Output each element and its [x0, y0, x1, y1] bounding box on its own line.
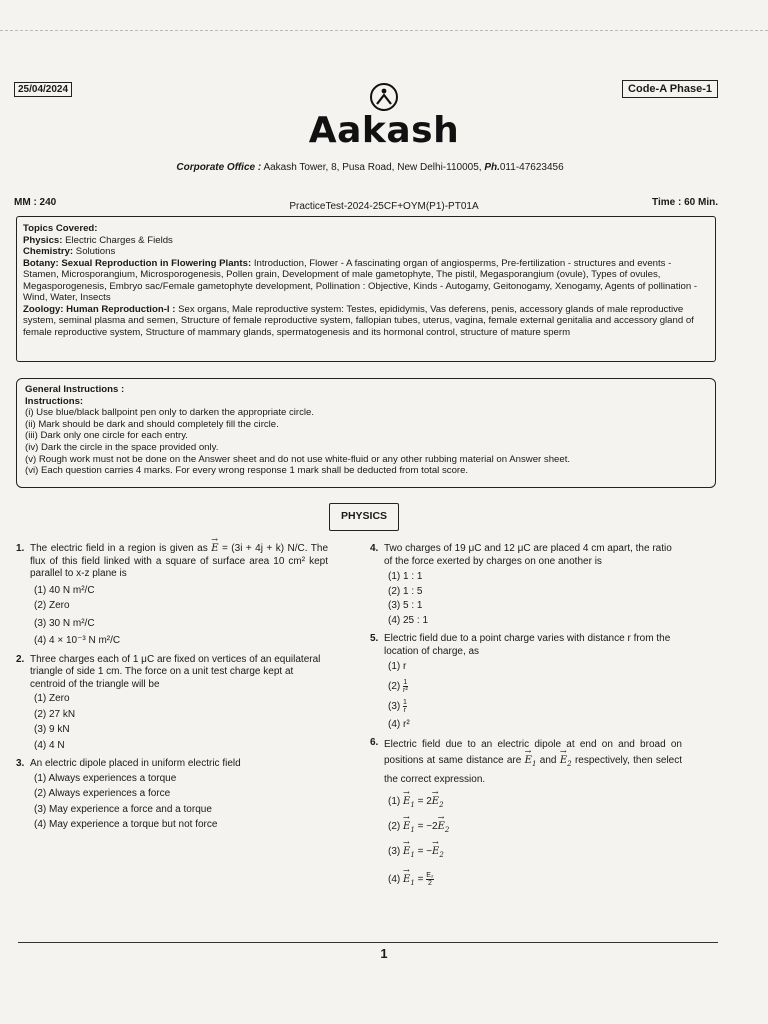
zoology-label: Zoology: Human Reproduction-I : — [23, 303, 176, 315]
field-vector-e: → E — [211, 543, 218, 556]
phone-label: Ph. — [484, 162, 500, 173]
brand-logo — [0, 82, 768, 151]
phone-number: 011-47623456 — [499, 162, 564, 173]
instructions-title: General Instructions : — [25, 384, 125, 395]
option-3[interactable]: $(3) \to E_1$ = −→ $E_2$ — [384, 846, 682, 862]
option-4[interactable]: (4) r² — [388, 718, 410, 730]
question-text: Two charges of 19 μC and 12 μC are placed 4 cm apart, the ratio of the force exerted by charges on one another is — [384, 543, 672, 567]
chemistry-topics: Solutions — [75, 246, 116, 257]
option-2[interactable]: (2) Zero — [34, 600, 70, 611]
option-4[interactable]: $(4) \to E_1$ = $\frac{\text{E₂}}{2}$ — [384, 872, 682, 890]
topics-box — [16, 216, 716, 362]
option-2[interactable]: (2) Always experiences a force — [34, 788, 171, 799]
question-2 — [16, 654, 328, 753]
option-4[interactable]: (4) May experience a torque but not force — [34, 819, 218, 830]
option-3[interactable]: (3) 30 N m²/C — [34, 617, 95, 629]
botany-label: Botany: Sexual Reproduction in Flowering Plants: — [23, 257, 252, 269]
vector-e2: → $E_2$ — [560, 753, 572, 772]
instructions-subtitle: Instructions: — [25, 395, 84, 407]
question-number: 4. — [370, 543, 379, 554]
question-6 — [370, 737, 682, 889]
instruction-item: (iv) Dark the circle in the space provided only. — [25, 441, 219, 453]
instructions-box — [16, 378, 716, 488]
option-3[interactable]: (3) $\frac{1}{r}$ — [388, 698, 407, 714]
option-3[interactable]: (3) 9 kN — [34, 724, 70, 735]
question-number: 3. — [16, 758, 25, 769]
corporate-office — [150, 162, 590, 174]
option-2[interactable]: (2) 1 : 5 — [388, 585, 423, 597]
question-number: 6. — [370, 737, 379, 748]
question-number: 2. — [16, 653, 25, 665]
option-1[interactable]: (1) Zero — [34, 693, 70, 704]
question-text: Electric field due to a point charge varies with distance r from the location of charge, as — [384, 633, 671, 657]
fraction-one-over-r-squared: $\frac{1}{\text{r²}}$ — [403, 678, 408, 694]
option-4[interactable]: (4) 25 : 1 — [388, 614, 429, 626]
question-number: 5. — [370, 633, 379, 644]
bottom-divider — [18, 942, 718, 943]
page-number: 1 — [380, 946, 388, 961]
zoology-topics: Sex organs, Male reproductive system: Testes, epididymis, Vas deferens, penis, accessory glands of male reproductive system, seminal plasma and semen, Structure of female reproductive system, fallopian tubes, uterus, vagina, female external genitalia and accessory gland of female reproductive system, Structure of mammary glands, spermatogenesis and its hormonal control, structure of mature sperm — [23, 303, 694, 338]
botany-topics: Introduction, Flower - A fascinating organ of angiosperms, Pre-fertilization - structures and events - Stamen, Microsporangium, Microsporogenesis, Pollen grain, Development of male gametophyte, The pistil, Megasporangium (ovule), Types of ovules, Megasporogenesis, Embryo sac/Female gametophyte development, Pollination : Objective, Kinds - Autogamy, Geitonogamy, Xenogamy, Agents of pollination - Wind, Water, Insects — [23, 257, 698, 303]
fraction-one-over-r: $\frac{1}{r}$ — [403, 698, 407, 714]
chemistry-label: Chemistry: — [23, 246, 74, 257]
question-text: An electric dipole placed in uniform electric field — [30, 758, 241, 769]
option-4[interactable]: (4) 4 N — [34, 739, 65, 751]
question-1 — [16, 543, 328, 648]
left-column — [16, 543, 328, 832]
right-column — [370, 543, 682, 889]
question-5 — [370, 633, 682, 731]
option-1[interactable]: (1) Always experiences a torque — [34, 772, 177, 784]
question-text: Electric field due to an electric dipole at end on and broad on positions at same distance are → $E_1$ and → $E_2$ respectively, then select the correct expression. — [384, 737, 682, 788]
code-box: Code-A Phase-1 — [622, 80, 718, 98]
option-2[interactable]: (2) $\frac{1}{\text{r²}}$ — [388, 678, 408, 694]
instruction-item: (iii) Dark only one circle for each entry. — [25, 430, 188, 442]
option-1[interactable]: (1) 1 : 1 — [388, 571, 423, 582]
question-text: The electric field in a region is given as → E = (3i + 4j + k) N/C. The flux of this field linked with a square of surface area 10 cm² kept parallel to x-z plane is — [30, 543, 328, 581]
brand-name: Aakash — [308, 110, 460, 151]
question-4 — [370, 543, 682, 627]
instruction-item: (ii) Mark should be dark and should completely fill the circle. — [25, 418, 279, 430]
office-label: Corporate Office : — [176, 162, 262, 173]
option-3[interactable]: (3) 5 : 1 — [388, 600, 423, 611]
option-2[interactable]: $(2) \to E_1 = -2\to E_2$ — [384, 821, 682, 837]
vector-e1: → $E_1$ — [525, 753, 537, 772]
option-1[interactable]: $(1) \to E_1 = 2\to E_2$ — [384, 796, 682, 812]
question-number: 1. — [16, 543, 25, 554]
instruction-item: (v) Rough work must not be done on the Answer sheet and do not use white-fluid or any other rubbing material on Answer sheet. — [25, 453, 571, 465]
top-divider — [0, 30, 768, 31]
option-1[interactable]: (1) 40 N m²/C — [34, 584, 95, 596]
option-3[interactable]: (3) May experience a force and a torque — [34, 803, 212, 815]
office-address: Aakash Tower, 8, Pusa Road, New Delhi-110005, — [263, 162, 482, 173]
test-name: PracticeTest-2024-25CF+OYM(P1)-PT01A — [289, 201, 479, 212]
instruction-item: (i) Use blue/black ballpoint pen only to darken the appropriate circle. — [25, 407, 315, 419]
physics-topics: Electric Charges & Fields — [65, 234, 173, 246]
option-2[interactable]: (2) 27 kN — [34, 708, 76, 720]
option-4[interactable]: (4) 4 × 10⁻³ N m²/C — [34, 635, 121, 646]
question-text: Three charges each of 1 μC are fixed on vertices of an equilateral triangle of side 1 cm. The force on a unit test charge kept at centroid of the triangle will be — [30, 653, 321, 690]
question-3 — [16, 758, 328, 832]
topics-title: Topics Covered: — [23, 223, 98, 234]
aakash-logo-icon — [369, 82, 399, 112]
field-expression: = (3i + 4j + k) — [222, 543, 285, 554]
physics-label: Physics: — [23, 234, 63, 246]
section-title: PHYSICS — [329, 503, 399, 531]
time-limit: Time : 60 Min. — [652, 197, 718, 208]
max-marks: MM : 240 — [14, 197, 57, 208]
instruction-item: (vi) Each question carries 4 marks. For every wrong response 1 mark shall be deducted from total score. — [25, 465, 469, 477]
fraction-e2-over-2: $\frac{\text{E₂}}{2}$ — [426, 871, 434, 887]
date-box: 25/04/2024 — [14, 82, 72, 97]
option-1[interactable]: (1) r — [388, 661, 407, 672]
